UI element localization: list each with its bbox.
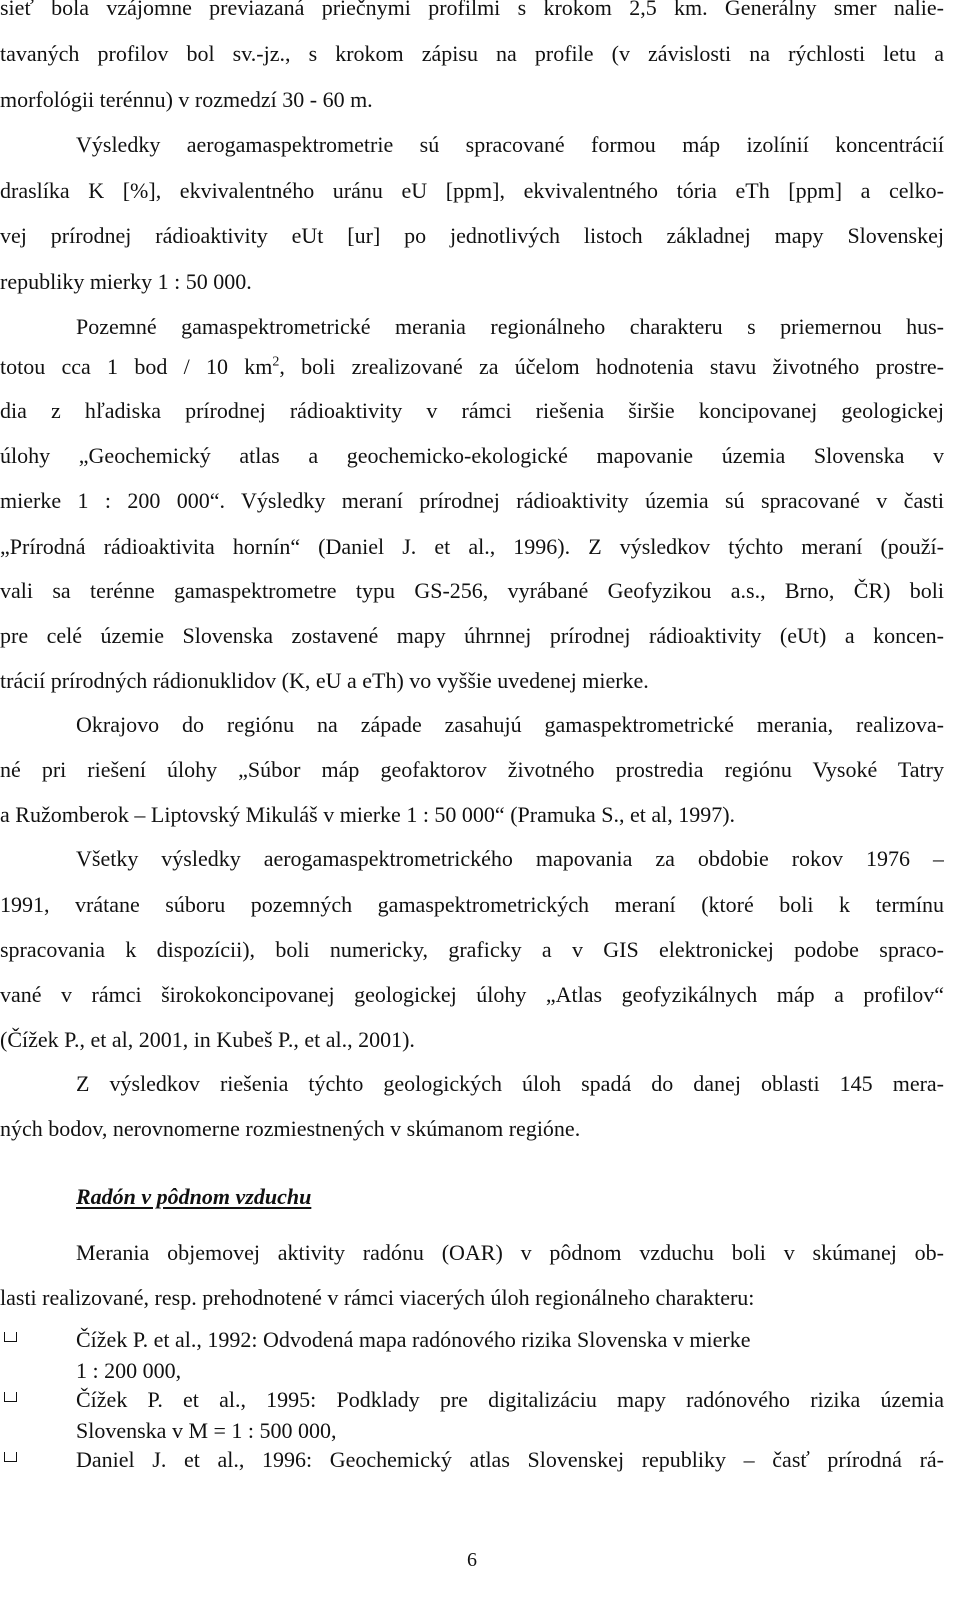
paragraph-line: tavaných profilov bol sv.-jz., s krokom zápisu na profile (v závislosti na rýchlosti letu a bbox=[0, 41, 944, 66]
paragraph-line: sieť bola vzájomne previazaná priečnymi profilmi s krokom 2,5 km. Generálny smer nalie- bbox=[0, 0, 944, 20]
paragraph-line: „Prírodná rádioaktivita hornín“ (Daniel J. et al., 1996). Z výsledkov týchto meraní (použí- bbox=[0, 534, 944, 559]
paragraph-line: Okrajovo do regiónu na západe zasahujú gamaspektrometrické merania, realizova- bbox=[76, 712, 944, 737]
line-text-pre: totou cca 1 bod / 10 km bbox=[0, 354, 273, 379]
paragraph-line: dia z hľadiska prírodnej rádioaktivity v rámci riešenia širšie koncipovanej geologickej bbox=[0, 398, 944, 423]
paragraph-line: Z výsledkov riešenia týchto geologických úloh spadá do danej oblasti 145 mera- bbox=[76, 1071, 944, 1096]
paragraph-line: 1991, vrátane súboru pozemných gamaspektrometrických meraní (ktoré boli k termínu bbox=[0, 892, 944, 917]
bullet-marker-icon bbox=[4, 1392, 17, 1402]
bullet-marker-icon bbox=[4, 1332, 17, 1342]
paragraph-line: Merania objemovej aktivity radónu (OAR) v pôdnom vzduchu boli v skúmanej ob- bbox=[76, 1240, 944, 1265]
section-heading: Radón v pôdnom vzduchu bbox=[76, 1184, 312, 1209]
paragraph-line: Všetky výsledky aerogamaspektrometrického mapovania za obdobie rokov 1976 – bbox=[76, 846, 944, 871]
paragraph-line: mierke 1 : 200 000“. Výsledky meraní prírodnej rádioaktivity územia sú spracované v časti bbox=[0, 488, 944, 513]
paragraph-line: Pozemné gamaspektrometrické merania regionálneho charakteru s priemernou hus- bbox=[76, 314, 944, 339]
paragraph-line: vej prírodnej rádioaktivity eUt [ur] po jednotlivých listoch základnej mapy Slovenskej bbox=[0, 223, 944, 248]
bullet-marker-icon bbox=[4, 1452, 17, 1462]
page-number: 6 bbox=[467, 1549, 477, 1571]
paragraph-line: lasti realizované, resp. prehodnotené v rámci viacerých úloh regionálneho charakteru: bbox=[0, 1285, 755, 1310]
line-text-post: , boli zrealizované za účelom hodnotenia stavu životného prostre- bbox=[279, 354, 944, 379]
paragraph-line: vali sa terénne gamaspektrometre typu GS-256, vyrábané Geofyzikou a.s., Brno, ČR) boli bbox=[0, 578, 944, 603]
list-item-line: 1 : 200 000, bbox=[76, 1358, 182, 1383]
paragraph-line: Výsledky aerogamaspektrometrie sú spracované formou máp izolínií koncentrácií bbox=[76, 132, 944, 157]
superscript-exponent: 2 bbox=[272, 354, 280, 370]
list-item-line: Daniel J. et al., 1996: Geochemický atlas Slovenskej republiky – časť prírodná rá- bbox=[76, 1447, 944, 1472]
paragraph-line: republiky mierky 1 : 50 000. bbox=[0, 269, 252, 294]
list-item-line: Čížek P. et al., 1992: Odvodená mapa radónového rizika Slovenska v mierke bbox=[76, 1327, 751, 1352]
paragraph-line: draslíka K [%], ekvivalentného uránu eU [ppm], ekvivalentného tória eTh [ppm] a celko- bbox=[0, 178, 944, 203]
list-item-line: Slovenska v M = 1 : 500 000, bbox=[76, 1418, 337, 1443]
paragraph-line: (Čížek P., et al, 2001, in Kubeš P., et al., 2001). bbox=[0, 1027, 415, 1052]
paragraph-line: vané v rámci širokokoncipovanej geologickej úlohy „Atlas geofyzikálnych máp a profilov“ bbox=[0, 982, 944, 1007]
paragraph-line: né pri riešení úlohy „Súbor máp geofaktorov životného prostredia regiónu Vysoké Tatry bbox=[0, 757, 944, 782]
paragraph-line: úlohy „Geochemický atlas a geochemicko-ekologické mapovanie územia Slovenska v bbox=[0, 443, 944, 468]
list-item-line: Čížek P. et al., 1995: Podklady pre digitalizáciu mapy radónového rizika územia bbox=[76, 1387, 944, 1412]
paragraph-line: a Ružomberok – Liptovský Mikuláš v mierke 1 : 50 000“ (Pramuka S., et al, 1997). bbox=[0, 802, 736, 827]
paragraph-line: spracovania k dispozícii), boli numericky, graficky a v GIS elektronickej podobe spraco- bbox=[0, 937, 944, 962]
paragraph-line: pre celé územie Slovenska zostavené mapy úhrnnej prírodnej rádioaktivity (eUt) a koncen- bbox=[0, 623, 944, 648]
paragraph-line: morfológii terénnu) v rozmedzí 30 - 60 m. bbox=[0, 87, 373, 112]
paragraph-line: ných bodov, nerovnomerne rozmiestnených v skúmanom regióne. bbox=[0, 1116, 581, 1141]
paragraph-line-with-superscript bbox=[0, 353, 944, 381]
paragraph-line: trácií prírodných rádionuklidov (K, eU a eTh) vo vyššie uvedenej mierke. bbox=[0, 668, 649, 693]
